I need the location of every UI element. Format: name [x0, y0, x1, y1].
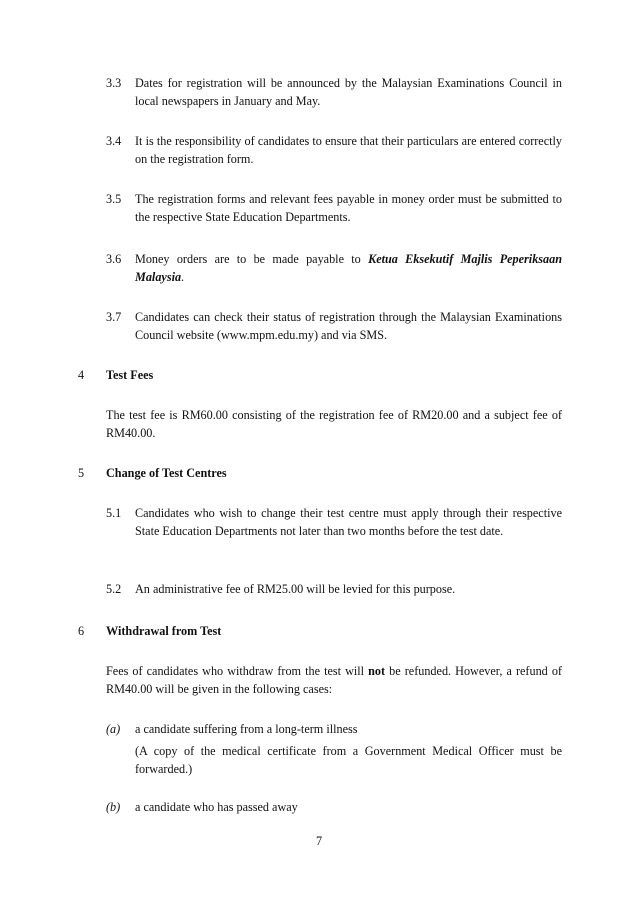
clause-number: 5.2 [106, 582, 122, 596]
section-title: Withdrawal from Test [106, 624, 222, 638]
section-title: Change of Test Centres [106, 466, 227, 480]
clause-text: An administrative fee of RM25.00 will be levied for this purpose. [135, 582, 456, 596]
clause-number: 3.5 [106, 192, 122, 206]
section-number: 5 [78, 466, 85, 480]
clause-text-end: . [181, 270, 185, 284]
page-number: 7 [315, 834, 323, 848]
case-label: (b) [106, 800, 121, 814]
case-note: (A copy of the medical certificate from a Government Medical Officer must be forwarded.) [135, 744, 562, 776]
clause-text [135, 250, 562, 286]
clause-number: 3.7 [106, 310, 122, 324]
clause-number: 3.4 [106, 134, 122, 148]
clause-number: 3.6 [106, 252, 122, 266]
section-title: Test Fees [106, 368, 154, 382]
case-text: a candidate suffering from a long-term illness [135, 722, 358, 736]
section-6-body-lead: Fees of candidates who withdraw from the test will [106, 664, 369, 678]
section-6-body-end: be refunded. However, a refund of RM40.00 will be given in the following cases: [106, 664, 562, 696]
clause-text-lead: Money orders are to be made payable to [135, 252, 369, 266]
clause-number: 5.1 [106, 506, 122, 520]
clause-text: It is the responsibility of candidates to ensure that their particulars are entered correctly on the registration form. [135, 134, 562, 166]
payee-name: Ketua Eksekutif Majlis Peperiksaan Malaysia [135, 252, 562, 284]
case-text: a candidate who has passed away [135, 800, 298, 814]
section-6-body [106, 662, 562, 698]
clause-number: 3.3 [106, 76, 122, 90]
clause-text: Candidates who wish to change their test centre must apply through their respective State Education Departments not later than two months before the test date. [135, 506, 562, 538]
clause-text: Candidates can check their status of registration through the Malaysian Examinations Council website (www.mpm.edu.my) and via SMS. [135, 310, 562, 342]
section-6-body-emphasis: not [368, 664, 386, 678]
clause-text: Dates for registration will be announced by the Malaysian Examinations Council in local newspapers in January and May. [135, 76, 562, 108]
case-label: (a) [106, 722, 121, 736]
clause-text: The registration forms and relevant fees payable in money order must be submitted to the respective State Education Departments. [135, 192, 562, 224]
section-number: 6 [78, 624, 85, 638]
section-number: 4 [78, 368, 85, 382]
section-4-body: The test fee is RM60.00 consisting of the registration fee of RM20.00 and a subject fee of RM40.00. [106, 408, 562, 440]
